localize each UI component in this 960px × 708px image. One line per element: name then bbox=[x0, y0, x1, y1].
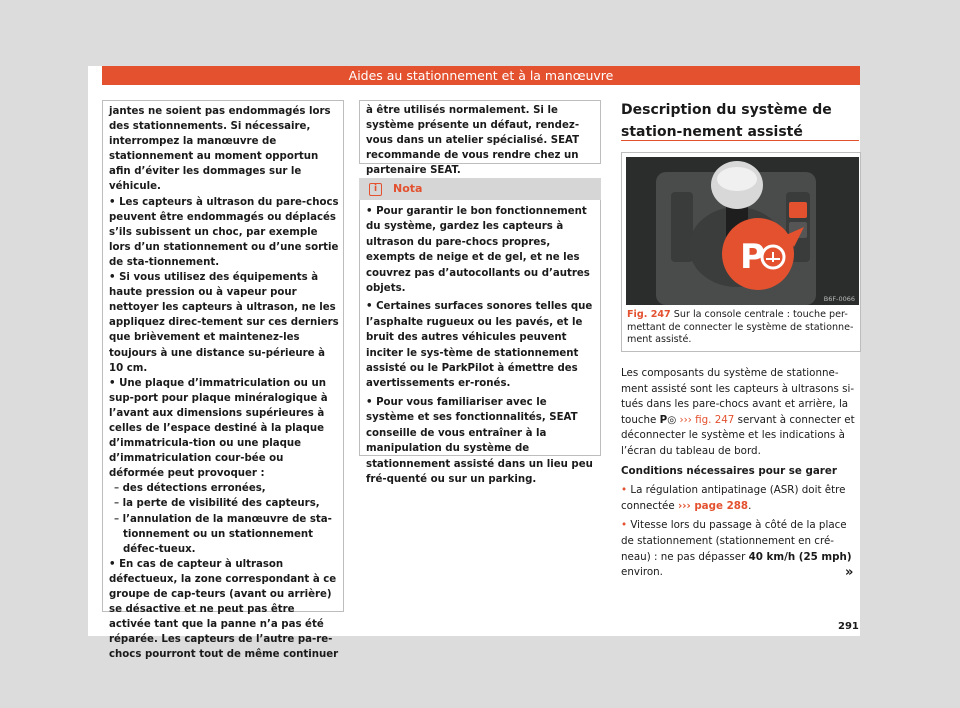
svg-text:P: P bbox=[740, 237, 765, 277]
warning-dash-item: – des détections erronées, bbox=[109, 481, 339, 496]
subheading: Conditions nécessaires pour se garer bbox=[621, 464, 837, 477]
parking-button-icon: P◎ bbox=[659, 413, 677, 426]
condition-text: Vitesse lors du passage à côté de la place de stationnement (stationnement en cré-neau) : ne pas dépasser bbox=[621, 519, 847, 563]
section-divider bbox=[621, 140, 859, 141]
condition-text-end: environ. bbox=[621, 566, 663, 579]
page-number: 291 bbox=[838, 621, 859, 632]
info-icon: i bbox=[369, 183, 382, 196]
nota-body bbox=[366, 204, 596, 490]
nota-bullet: • Pour vous familiariser avec le système et ses fonctionnalités, SEAT conseille de vous entraîner à la manipulation du système de stationnement assisté dans un lieu peu fré-quenté ou sur un parking. bbox=[366, 395, 596, 487]
intro-text-end: servant à connecter et déconnecter le système et les indications à l’écran du tableau de bord. bbox=[621, 413, 855, 457]
figure-number: Fig. 247 bbox=[627, 309, 671, 320]
console-photo bbox=[626, 157, 859, 305]
warning-bullet: • En cas de capteur à ultrason défectueux, la zone correspondant à ce groupe de cap-teurs (avant ou arrière) se désactive et ne peut pas être activée tant que la panne n’a pas été réparée. Les capteurs de l’autre pa-re-chocs pourront tout de même continuer bbox=[109, 557, 339, 663]
warning-paragraph: à être utilisés normalement. Si le système présente un défaut, rendez-vous dans un atelier spécialisé. SEAT recommande de vous rendre chez un partenaire SEAT. bbox=[366, 105, 580, 177]
warning-dash-item: – la perte de visibilité des capteurs, bbox=[109, 496, 339, 511]
caption-text: Sur la console centrale : touche per-mettant de connecter le système de stationne-ment assisté. bbox=[627, 309, 854, 345]
section-title: Description du système de station-nement assisté bbox=[621, 102, 832, 140]
page-header: Aides au stationnement et à la manœuvre bbox=[102, 66, 860, 85]
page-288-link[interactable]: ››› page 288 bbox=[678, 499, 749, 512]
figure-caption bbox=[627, 309, 857, 347]
warning-bullet: • Les capteurs à ultrason du pare-chocs peuvent être endommagés ou déplacés s’ils subissent un choc, par exemple lors d’un stationnement ou d’une sortie de sta-tionnement. bbox=[109, 195, 339, 270]
warning-text-col1 bbox=[109, 104, 339, 662]
warning-dash-item: – l’annulation de la manœuvre de sta-tionnement ou un stationnement défec-tueux. bbox=[109, 512, 339, 557]
warning-bullet: • Si vous utilisez des équipements à haute pression ou à vapeur pour nettoyer les capteurs à ultrason, ne les appliquez direc-tement sur ces derniers que brièvement et maintenez-les toujours à une distance su-périeure à 10 cm. bbox=[109, 270, 339, 376]
section-body bbox=[621, 366, 861, 585]
condition-text: La régulation antipatinage (ASR) doit être connectée bbox=[621, 484, 846, 512]
speed-limit: 40 km/h (25 mph) bbox=[748, 550, 852, 563]
console-illustration bbox=[626, 157, 859, 305]
condition-item bbox=[621, 483, 861, 514]
nota-title: Nota bbox=[393, 182, 423, 195]
condition-text-end: . bbox=[748, 499, 752, 512]
condition-item bbox=[621, 518, 861, 580]
fig-247-link[interactable]: ››› fig. 247 bbox=[679, 413, 735, 426]
nota-bullet: • Pour garantir le bon fonctionnement du système, gardez les capteurs à ultrason du pare-chocs propres, exempts de neige et de gel, et ne les couvrez pas d’autocollants ou d’autres objets. bbox=[366, 204, 596, 296]
figure-code: B6F-0066 bbox=[823, 295, 855, 303]
warning-bullet: • Une plaque d’immatriculation ou un sup-port pour plaque minéralogique à l’avant aux dimensions supérieures à celles de l’espace destiné à la plaque d’immatricula-tion ou une plaque d’immatriculation cour-bée ou déformée peut provoquer : bbox=[109, 376, 339, 482]
warning-paragraph: jantes ne soient pas endommagés lors des stationnements. Si nécessaire, interrompez la manœuvre de stationnement au moment opportun afin d’éviter les dommages sur le véhicule. bbox=[109, 106, 331, 193]
continued-marker: » bbox=[845, 565, 854, 580]
intro-paragraph bbox=[621, 366, 861, 460]
intro-text: Les composants du système de stationne-ment assisté sont les capteurs à ultrasons si-tués dans les pare-chocs avant et arrière, la touche bbox=[621, 367, 855, 426]
warning-text-col2 bbox=[366, 103, 596, 178]
nota-bullet: • Certaines surfaces sonores telles que l’asphalte rugueux ou les pavés, et le bruit des autres véhicules peuvent inciter le sys-tème de stationnement assisté ou le ParkPilot à émettre des avertissements er-ronés. bbox=[366, 299, 596, 391]
